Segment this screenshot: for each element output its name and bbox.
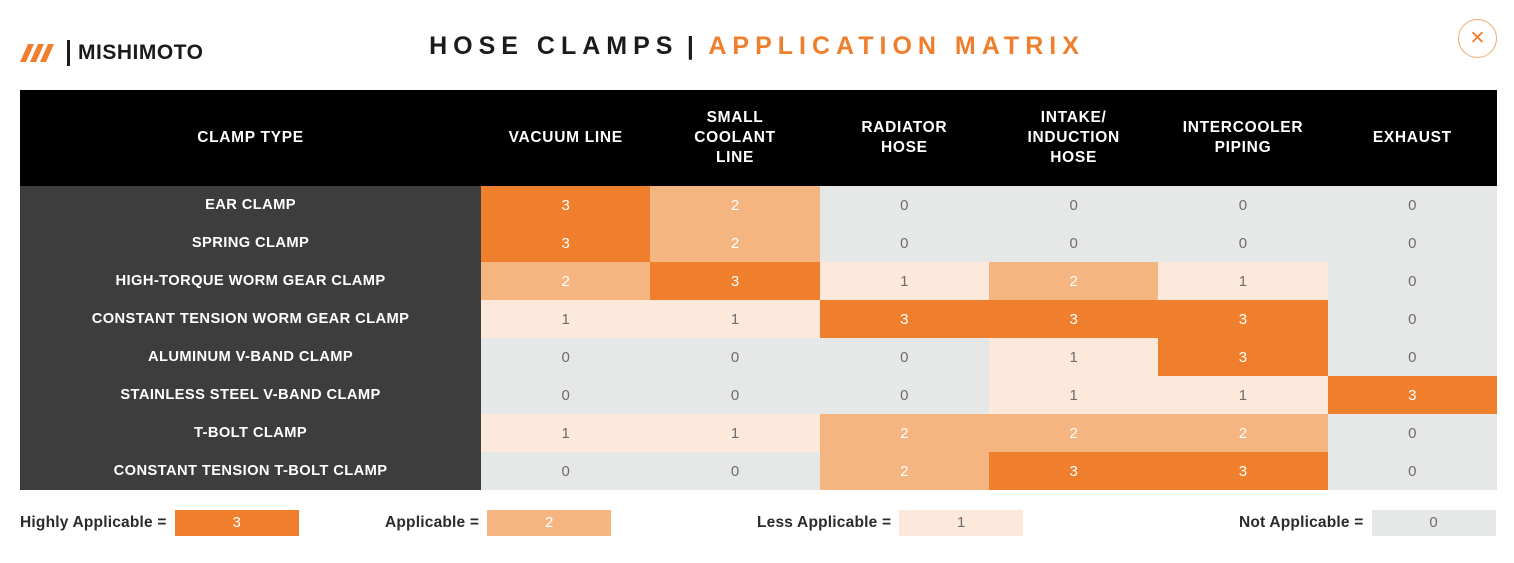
legend-swatch: 3 bbox=[175, 510, 299, 536]
matrix-cell: 3 bbox=[481, 224, 650, 262]
row-label: STAINLESS STEEL V-BAND CLAMP bbox=[20, 376, 481, 414]
matrix-cell: 1 bbox=[989, 376, 1158, 414]
column-header-vacuum-line bbox=[481, 90, 650, 186]
legend-swatch: 1 bbox=[899, 510, 1023, 536]
matrix-cell: 0 bbox=[1328, 224, 1497, 262]
legend-label: Applicable = bbox=[385, 514, 480, 531]
table-row bbox=[20, 186, 1497, 224]
matrix-cell: 1 bbox=[481, 300, 650, 338]
column-header-line: INTAKE/ bbox=[1040, 109, 1107, 127]
matrix-cell: 3 bbox=[481, 186, 650, 224]
column-header-intercooler-piping bbox=[1158, 90, 1327, 186]
matrix-cell: 3 bbox=[989, 300, 1158, 338]
matrix-header-row bbox=[20, 90, 1497, 186]
column-header-intake-induction-hose bbox=[989, 90, 1158, 186]
matrix-cell: 0 bbox=[820, 376, 989, 414]
matrix-cell: 0 bbox=[1158, 186, 1327, 224]
matrix-cell: 3 bbox=[1158, 452, 1327, 490]
row-label: SPRING CLAMP bbox=[20, 224, 481, 262]
row-label: CONSTANT TENSION T-BOLT CLAMP bbox=[20, 452, 481, 490]
column-header-line: SMALL bbox=[706, 109, 764, 127]
table-row bbox=[20, 300, 1497, 338]
legend-item-applicable bbox=[385, 508, 611, 538]
logo-wordmark: MISHIMOTO bbox=[78, 41, 204, 64]
column-header-line: COOLANT bbox=[694, 129, 776, 147]
matrix-cell: 0 bbox=[650, 376, 819, 414]
column-header-line: PIPING bbox=[1214, 139, 1272, 156]
close-icon[interactable]: ✕ bbox=[1458, 19, 1497, 58]
row-label: ALUMINUM V-BAND CLAMP bbox=[20, 338, 481, 376]
matrix-cell: 2 bbox=[989, 414, 1158, 452]
matrix-cell: 1 bbox=[989, 338, 1158, 376]
table-row bbox=[20, 262, 1497, 300]
page-title-separator: | bbox=[686, 32, 700, 60]
column-header-exhaust bbox=[1328, 90, 1497, 186]
column-header-line: INDUCTION bbox=[1027, 129, 1120, 147]
matrix-cell: 1 bbox=[481, 414, 650, 452]
matrix-cell: 0 bbox=[481, 338, 650, 376]
table-row bbox=[20, 414, 1497, 452]
matrix-cell: 2 bbox=[1158, 414, 1327, 452]
row-label: HIGH-TORQUE WORM GEAR CLAMP bbox=[20, 262, 481, 300]
matrix-cell: 0 bbox=[1158, 224, 1327, 262]
legend-swatch: 0 bbox=[1372, 510, 1496, 536]
matrix-table bbox=[20, 90, 1497, 490]
matrix-cell: 1 bbox=[1158, 376, 1327, 414]
column-header-line: HOSE bbox=[1050, 148, 1098, 166]
matrix-cell: 0 bbox=[1328, 186, 1497, 224]
matrix-cell: 3 bbox=[820, 300, 989, 338]
page-title bbox=[0, 32, 1514, 61]
matrix-cell: 0 bbox=[650, 452, 819, 490]
legend-label: Not Applicable = bbox=[1239, 514, 1364, 531]
matrix-cell: 2 bbox=[650, 224, 819, 262]
legend-item-less-applicable bbox=[757, 508, 1023, 538]
legend-swatch: 2 bbox=[487, 510, 611, 536]
matrix-cell: 3 bbox=[650, 262, 819, 300]
matrix-cell: 1 bbox=[650, 300, 819, 338]
matrix-cell: 0 bbox=[650, 338, 819, 376]
matrix-cell: 3 bbox=[1328, 376, 1497, 414]
legend bbox=[20, 508, 1497, 538]
page-title-main: HOSE CLAMPS bbox=[429, 32, 679, 60]
table-row bbox=[20, 452, 1497, 490]
matrix-cell: 0 bbox=[1328, 262, 1497, 300]
matrix-cell: 2 bbox=[820, 452, 989, 490]
matrix-cell: 1 bbox=[1158, 262, 1327, 300]
application-matrix bbox=[20, 90, 1497, 490]
column-header-line: HOSE bbox=[880, 139, 928, 156]
matrix-cell: 0 bbox=[820, 224, 989, 262]
column-header-line: INTERCOOLER bbox=[1182, 119, 1304, 137]
matrix-cell: 2 bbox=[481, 262, 650, 300]
matrix-cell: 2 bbox=[650, 186, 819, 224]
matrix-cell: 3 bbox=[1158, 300, 1327, 338]
row-label: CONSTANT TENSION WORM GEAR CLAMP bbox=[20, 300, 481, 338]
matrix-cell: 0 bbox=[1328, 452, 1497, 490]
column-header-line: RADIATOR bbox=[861, 119, 948, 137]
matrix-cell: 0 bbox=[481, 452, 650, 490]
column-header-small-coolant-line bbox=[650, 90, 819, 186]
column-header-line: VACUUM LINE bbox=[508, 129, 623, 147]
legend-label: Highly Applicable = bbox=[20, 514, 167, 531]
page-title-accent: APPLICATION MATRIX bbox=[708, 32, 1085, 60]
matrix-cell: 0 bbox=[481, 376, 650, 414]
matrix-cell: 1 bbox=[650, 414, 819, 452]
column-header-clamp-type: CLAMP TYPE bbox=[20, 90, 481, 186]
page-header bbox=[0, 0, 1514, 90]
legend-label: Less Applicable = bbox=[757, 514, 892, 531]
legend-item-highly-applicable bbox=[20, 508, 299, 538]
table-row bbox=[20, 224, 1497, 262]
column-header-line: LINE bbox=[715, 148, 755, 166]
table-row bbox=[20, 338, 1497, 376]
matrix-cell: 0 bbox=[989, 186, 1158, 224]
matrix-cell: 3 bbox=[989, 452, 1158, 490]
column-header-radiator-hose bbox=[820, 90, 989, 186]
column-header-line: EXHAUST bbox=[1372, 129, 1452, 147]
table-row bbox=[20, 376, 1497, 414]
matrix-cell: 3 bbox=[1158, 338, 1327, 376]
matrix-cell: 1 bbox=[820, 262, 989, 300]
matrix-cell: 0 bbox=[1328, 414, 1497, 452]
matrix-cell: 0 bbox=[1328, 338, 1497, 376]
legend-item-not-applicable bbox=[1239, 508, 1496, 538]
matrix-cell: 2 bbox=[989, 262, 1158, 300]
row-label: EAR CLAMP bbox=[20, 186, 481, 224]
matrix-body bbox=[20, 186, 1497, 490]
matrix-cell: 0 bbox=[989, 224, 1158, 262]
matrix-cell: 0 bbox=[820, 186, 989, 224]
row-label: T-BOLT CLAMP bbox=[20, 414, 481, 452]
matrix-cell: 2 bbox=[820, 414, 989, 452]
matrix-cell: 0 bbox=[1328, 300, 1497, 338]
matrix-cell: 0 bbox=[820, 338, 989, 376]
